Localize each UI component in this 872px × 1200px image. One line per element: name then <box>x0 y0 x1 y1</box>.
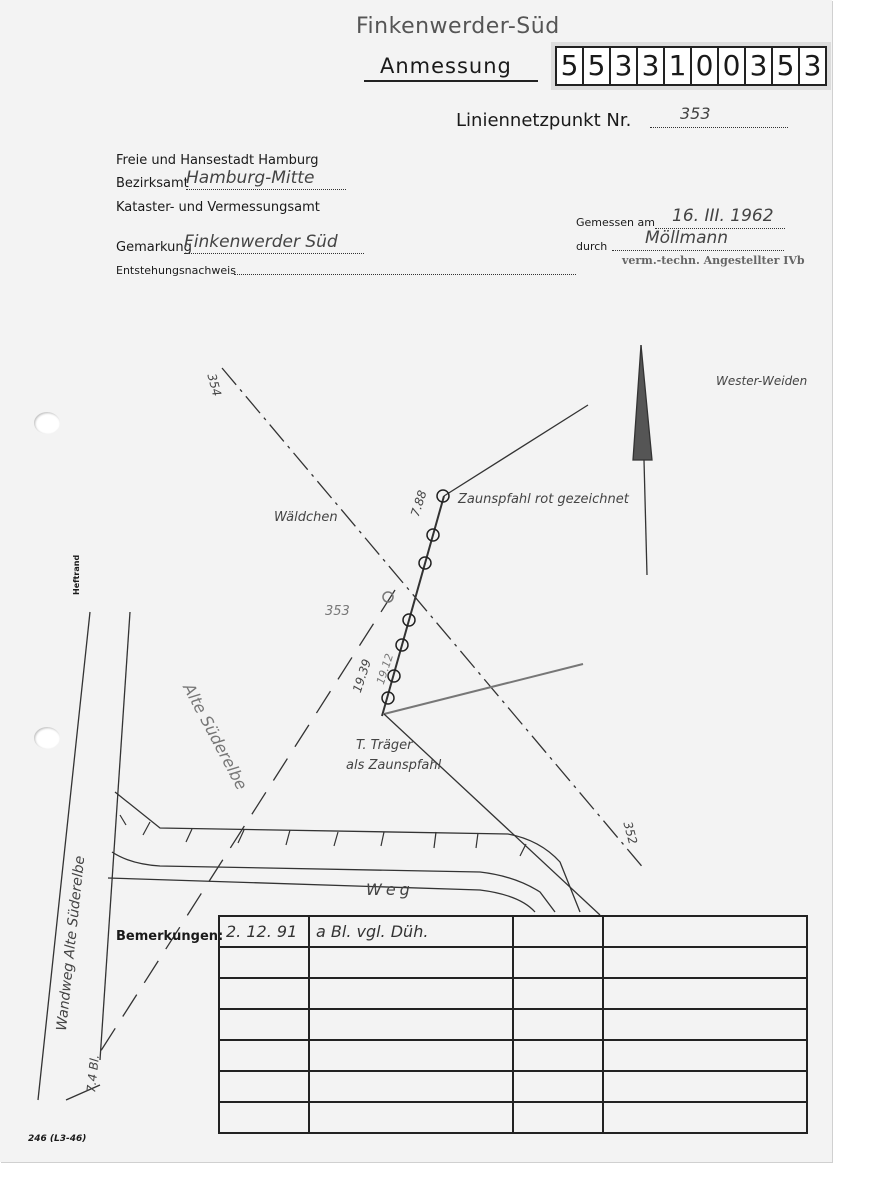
table-cell <box>603 978 807 1009</box>
table-cell <box>603 1071 807 1102</box>
measured-date-value: 16. III. 1962 <box>672 206 774 226</box>
table-cell <box>513 978 603 1009</box>
id-digit: 5 <box>773 48 800 84</box>
id-digit: 3 <box>803 49 822 82</box>
label-wandweg: Wandweg Alte Süderelbe <box>54 855 89 1032</box>
table-cell <box>309 1071 513 1102</box>
table-cell <box>513 1009 603 1040</box>
entstehung-label: Entstehungsnachweis <box>116 264 236 277</box>
road-edge-upper <box>115 792 580 912</box>
fence-line-lower <box>384 714 600 915</box>
table-row <box>219 947 807 978</box>
table-cell: 2. 12. 91 <box>219 916 309 947</box>
table-cell <box>513 947 603 978</box>
label-alte-suederelbe: Alte Süderelbe <box>179 680 252 793</box>
label-heftrand: Heftrand <box>72 554 81 595</box>
id-digit: 1 <box>665 48 692 84</box>
table-cell <box>513 916 603 947</box>
label-measure-788: 7.88 <box>408 488 430 519</box>
remarks-table <box>218 915 808 1134</box>
table-row <box>219 916 807 947</box>
gemarkung-value: Finkenwerder Süd <box>184 232 338 252</box>
fence-line-upper <box>444 405 588 496</box>
id-digit: 3 <box>746 48 773 84</box>
point-label: Liniennetzpunkt Nr. <box>456 110 632 131</box>
table-cell <box>513 1102 603 1133</box>
point-number: 353 <box>680 104 711 123</box>
label-point-352: 352 <box>620 820 640 846</box>
gemarkung-label: Gemarkung <box>116 240 192 255</box>
id-digit: 5 <box>584 48 611 84</box>
place-name: Finkenwerder-Süd <box>356 14 560 39</box>
authority-line-1: Freie und Hansestadt Hamburg <box>116 153 319 168</box>
table-cell <box>309 978 513 1009</box>
table-cell: a Bl. vgl. Düh. <box>309 916 513 947</box>
table-cell <box>219 1040 309 1071</box>
surveyor-role-stamp: verm.-techn. Angestellter IVb <box>622 254 805 267</box>
label-westerweiden: Wester-Weiden <box>716 374 808 388</box>
document-title: Anmessung <box>380 54 512 78</box>
table-cell <box>219 1071 309 1102</box>
table-cell <box>513 1071 603 1102</box>
road-edge-middle <box>112 852 555 912</box>
fence-line-right <box>384 664 583 714</box>
authority-line-3: Kataster- und Vermessungsamt <box>116 200 320 215</box>
form-code: 246 (L3-46) <box>28 1134 87 1144</box>
table-cell <box>513 1040 603 1071</box>
label-waeldchen: Wäldchen <box>274 510 338 525</box>
line-354-352 <box>222 368 645 870</box>
north-arrow-head <box>633 345 652 460</box>
id-digit: 3 <box>638 48 665 84</box>
bezirk-label: Bezirksamt <box>116 176 189 191</box>
table-cell <box>309 1009 513 1040</box>
label-traeger-2: als Zaunspfahl <box>346 758 442 773</box>
table-row <box>219 978 807 1009</box>
table-row <box>219 1102 807 1133</box>
label-bl: 7.4 Bl. <box>84 1053 102 1094</box>
road-ticks <box>120 815 526 856</box>
label-zaunspfahl: Zaunspfahl rot gezeichnet <box>458 492 629 507</box>
table-cell <box>219 1102 309 1133</box>
road-edge-lower <box>108 878 535 912</box>
remarks-label: Bemerkungen: <box>116 929 224 944</box>
label-measure-1939: 19.39 <box>350 657 374 695</box>
table-cell <box>309 947 513 978</box>
label-measure-1912: 19.12 <box>374 652 397 687</box>
label-traeger-1: T. Träger <box>356 738 413 753</box>
table-cell <box>603 1102 807 1133</box>
table-cell <box>219 947 309 978</box>
table-row <box>219 1071 807 1102</box>
table-cell <box>603 916 807 947</box>
table-cell <box>309 1102 513 1133</box>
measured-by-label: durch <box>576 240 608 253</box>
table-cell <box>309 1040 513 1071</box>
label-weg: Weg <box>366 880 414 899</box>
table-cell <box>219 1009 309 1040</box>
id-digit: 5 <box>557 48 584 84</box>
table-cell <box>219 978 309 1009</box>
table-row <box>219 1009 807 1040</box>
id-digit: 0 <box>692 48 719 84</box>
label-point-354: 354 <box>204 372 224 398</box>
table-row <box>219 1040 807 1071</box>
table-cell <box>603 1009 807 1040</box>
table-cell <box>603 1040 807 1071</box>
bezirk-value: Hamburg-Mitte <box>186 168 315 188</box>
measured-by-value: Möllmann <box>645 228 729 248</box>
id-digit: 3 <box>611 48 638 84</box>
measured-date-label: Gemessen am <box>576 216 655 229</box>
table-cell <box>603 947 807 978</box>
id-digit: 0 <box>719 48 746 84</box>
label-point-353: 353 <box>325 604 350 619</box>
wandweg-line-right <box>100 612 130 1060</box>
